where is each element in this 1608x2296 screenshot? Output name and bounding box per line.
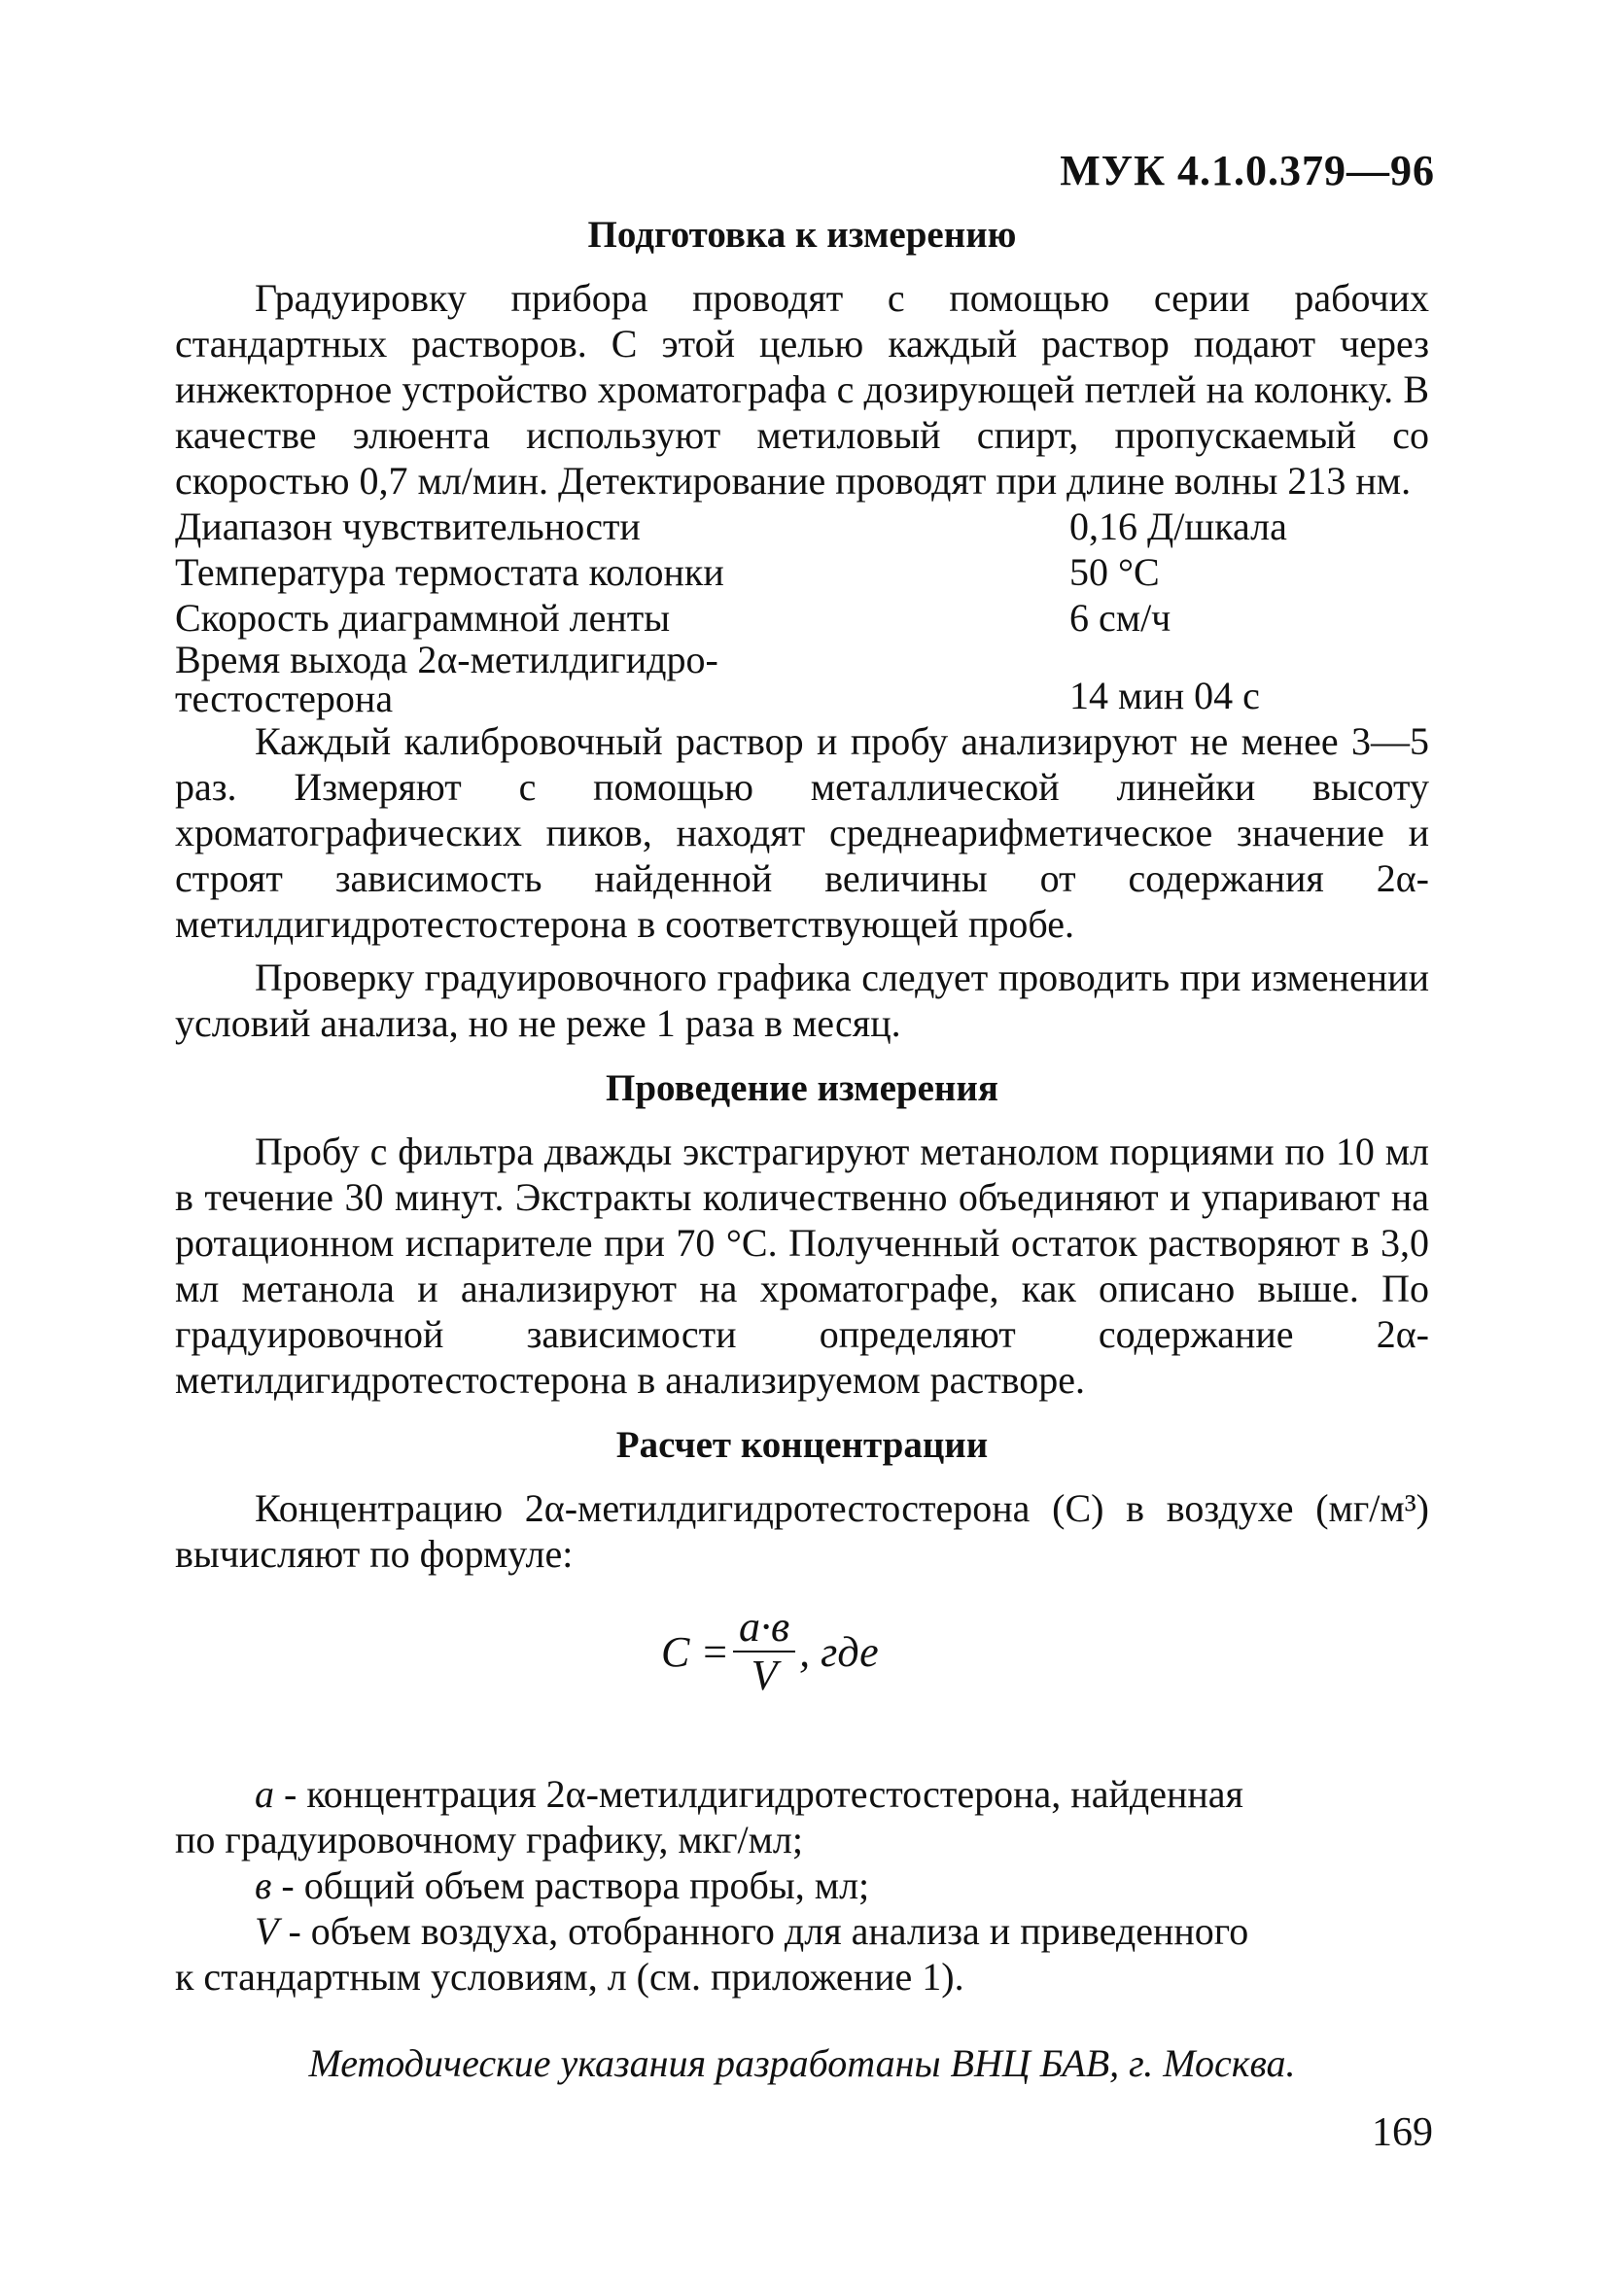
formula-suffix: , где <box>799 1627 879 1676</box>
formula-fraction <box>733 1604 795 1699</box>
definition-a-continued: по градуировочному графику, мкг/мл; <box>175 1818 803 1861</box>
definition-text: - общий объем раствора пробы, мл; <box>271 1863 870 1907</box>
definition-b <box>175 1862 1429 1908</box>
definition-symbol: в <box>255 1863 272 1907</box>
check-paragraph: Проверку градуировочного графика следует проводить при изменении условий анализа, но не реже 1 раза в месяц. <box>175 956 1429 1045</box>
preparation-paragraph: Градуировку прибора проводят с помощью серии рабочих стандартных растворов. С этой целью каждый раствор подают через инжекторное устройство хроматографа с дозирующей петлей на колонку. В качестве элюента используют метиловый спирт, пропускаемый со скоростью 0,7 мл/мин. Детектирование проводят при длине волны 213 нм. <box>175 276 1429 503</box>
retention-name-line1: Время выхода 2α-метилдигидро- <box>175 638 718 681</box>
calculation-paragraph: Концентрацию 2α-метилдигидротестостерона (С) в воздухе (мг/м³) вычисляют по формуле: <box>175 1486 1429 1576</box>
section-title-calculation: Расчет концентрации <box>615 1424 989 1466</box>
page-number: 169 <box>1372 2110 1433 2155</box>
formula-lhs: C = <box>661 1627 730 1676</box>
parameter-name: Диапазон чувствительности <box>175 504 641 548</box>
parameter-row <box>175 504 1429 549</box>
parameter-name <box>175 638 1069 720</box>
definition-text: - объем воздуха, отобранного для анализа и приведенного <box>278 1909 1249 1953</box>
formula-block <box>175 1586 1429 1732</box>
retention-name-line2: тестостерона <box>175 677 394 720</box>
formula-denominator: V <box>751 1652 778 1699</box>
parameter-value: 6 см/ч <box>1069 596 1171 640</box>
parameter-name: Скорость диаграммной ленты <box>175 596 671 640</box>
parameters-table <box>175 504 1429 718</box>
parameter-row-retention <box>175 638 1429 720</box>
measurement-paragraph: Пробу с фильтра дважды экстрагируют метанолом порциями по 10 мл в течение 30 минут. Экстракты количественно объединяют и упаривают на ротационном испарителе при 70 °С. Полученный остаток растворяют в 3,0 мл метанола и анализируют на хроматографе, как описано выше. По градуировочной зависимости определяют содержание 2α-метилдигидротестостерона в анализируемом растворе. <box>175 1130 1429 1402</box>
formula-numerator: a·в <box>733 1604 795 1652</box>
parameter-row <box>175 549 1429 595</box>
authorship-note: Методические указания разработаны ВНЦ БАВ, г. Москва. <box>308 2041 1296 2085</box>
concentration-formula <box>661 1604 879 1699</box>
document-body <box>175 212 1429 2086</box>
definition-symbol: V <box>255 1909 279 1953</box>
parameter-value: 50 °С <box>1069 550 1160 594</box>
section-title-preparation: Подготовка к измерению <box>587 214 1017 256</box>
parameter-name: Температура термостата колонки <box>175 550 724 594</box>
definition-text: - концентрация 2α-метилдигидротестостерона, найденная <box>274 1772 1243 1816</box>
parameter-value: 0,16 Д/шкала <box>1069 504 1287 548</box>
section-title-measurement: Проведение измерения <box>606 1067 998 1109</box>
definition-v <box>175 1908 1429 1954</box>
definition-a <box>175 1771 1429 1817</box>
document-code: МУК 4.1.0.379—96 <box>1060 147 1435 194</box>
definition-symbol: а <box>255 1772 274 1816</box>
definitions-list <box>175 1771 1429 2000</box>
definition-v-continued: к стандартным условиям, л (см. приложение 1). <box>175 1955 964 1999</box>
parameter-value: 14 мин 04 с <box>1069 674 1260 717</box>
calibration-paragraph: Каждый калибровочный раствор и пробу анализируют не менее 3—5 раз. Измеряют с помощью металлической линейки высоту хроматографических пиков, находят среднеарифметическое значение и строят зависимость найденной величины от содержания 2α-метилдигидротестостерона в соответствующей пробе. <box>175 719 1429 946</box>
parameter-row <box>175 595 1429 641</box>
